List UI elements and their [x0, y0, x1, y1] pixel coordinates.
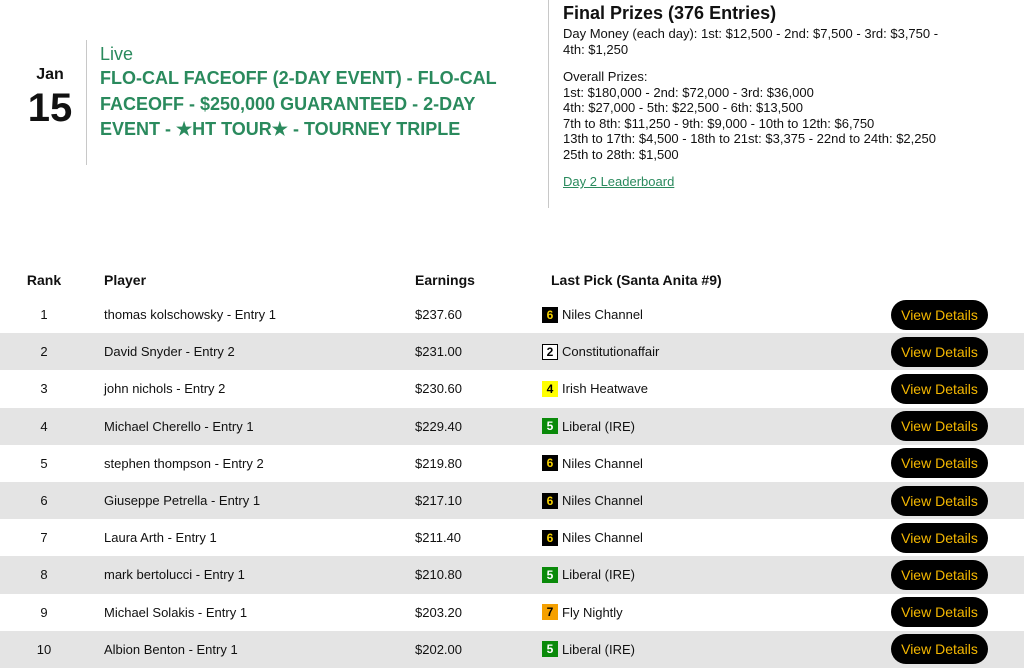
view-details-button[interactable]: View Details — [891, 448, 988, 478]
row-last-pick — [538, 381, 888, 397]
event-info — [86, 40, 538, 165]
row-last-pick — [538, 418, 888, 434]
overall-prizes-line: Overall Prizes: — [563, 69, 648, 84]
row-action — [888, 597, 1024, 627]
event-title[interactable]: FLO-CAL FACEOFF (2-DAY EVENT) - FLO-CAL FACEOFF - $250,000 GUARANTEED - 2-DAY EVENT - ★HT TOUR★ - TOURNEY TRIPLE — [100, 68, 497, 139]
row-player: Michael Cherello - Entry 1 — [104, 418, 254, 434]
view-details-button[interactable]: View Details — [891, 560, 988, 590]
pick-horse-name: Niles Channel — [562, 530, 643, 546]
table-row — [0, 482, 1024, 519]
row-action — [888, 634, 1024, 664]
row-player: mark bertolucci - Entry 1 — [104, 567, 245, 583]
event-date — [20, 66, 80, 128]
row-earnings: $211.40 — [415, 530, 462, 546]
view-details-button[interactable]: View Details — [891, 523, 988, 553]
row-action — [888, 374, 1024, 404]
saddle-cloth-badge: 5 — [542, 641, 558, 657]
row-player: john nichols - Entry 2 — [104, 381, 226, 397]
row-player: Michael Solakis - Entry 1 — [104, 604, 248, 620]
pick-horse-name: Niles Channel — [562, 307, 643, 323]
row-action — [888, 448, 1024, 478]
row-earnings: $203.20 — [415, 604, 462, 620]
saddle-cloth-badge: 4 — [542, 381, 558, 397]
row-rank: 5 — [40, 455, 48, 471]
row-rank: 1 — [40, 307, 48, 323]
table-row — [0, 594, 1024, 631]
overall-prizes-line: 1st: $180,000 - 2nd: $72,000 - 3rd: $36,000 — [563, 84, 814, 100]
table-row — [0, 556, 1024, 593]
header-earnings: Earnings — [415, 272, 475, 288]
pick-horse-name: Irish Heatwave — [562, 381, 648, 397]
saddle-cloth-badge: 5 — [542, 418, 558, 434]
header-last-pick: Last Pick (Santa Anita #9) — [551, 272, 722, 288]
pick-horse-name: Liberal (IRE) — [562, 641, 635, 657]
row-player: stephen thompson - Entry 2 — [104, 455, 264, 471]
table-row — [0, 445, 1024, 482]
row-earnings: $217.10 — [415, 493, 462, 509]
row-rank: 9 — [40, 604, 48, 620]
row-action — [888, 337, 1024, 367]
table-row — [0, 631, 1024, 668]
view-details-button[interactable]: View Details — [891, 597, 988, 627]
view-details-button[interactable]: View Details — [891, 374, 988, 404]
row-earnings: $210.80 — [415, 567, 462, 583]
row-last-pick — [538, 604, 888, 620]
event-day: 15 — [27, 86, 73, 130]
view-details-button[interactable]: View Details — [891, 634, 988, 664]
day-money-line: Day Money (each day): 1st: $12,500 - 2nd: $7,500 - 3rd: $3,750 - — [563, 26, 939, 41]
pick-horse-name: Fly Nightly — [562, 604, 623, 620]
pick-horse-name: Liberal (IRE) — [562, 418, 635, 434]
row-action — [888, 300, 1024, 330]
row-player: thomas kolschowsky - Entry 1 — [104, 307, 276, 323]
table-row — [0, 296, 1024, 333]
table-body — [0, 296, 1024, 668]
day-2-leaderboard-link[interactable]: Day 2 Leaderboard — [563, 174, 675, 189]
row-last-pick — [538, 493, 888, 509]
saddle-cloth-badge: 6 — [542, 455, 558, 471]
row-rank: 2 — [40, 344, 48, 360]
row-player: David Snyder - Entry 2 — [104, 344, 235, 360]
row-player: Albion Benton - Entry 1 — [104, 641, 238, 657]
row-last-pick — [538, 344, 888, 360]
row-rank: 8 — [40, 567, 48, 583]
row-last-pick — [538, 567, 888, 583]
row-rank: 7 — [40, 530, 48, 546]
saddle-cloth-badge: 6 — [542, 307, 558, 323]
table-header — [0, 264, 1024, 296]
saddle-cloth-badge: 6 — [542, 493, 558, 509]
row-earnings: $202.00 — [415, 641, 462, 657]
saddle-cloth-badge: 6 — [542, 530, 558, 546]
row-rank: 10 — [36, 641, 52, 657]
row-action — [888, 411, 1024, 441]
overall-prizes-line: 13th to 17th: $4,500 - 18th to 21st: $3,375 - 22nd to 24th: $2,250 — [563, 131, 936, 146]
row-rank: 6 — [40, 493, 48, 509]
saddle-cloth-badge: 2 — [542, 344, 558, 360]
header-rank: Rank — [26, 272, 62, 288]
row-action — [888, 523, 1024, 553]
row-rank: 4 — [40, 418, 48, 434]
leaderboard-table — [0, 264, 1024, 668]
row-player: Giuseppe Petrella - Entry 1 — [104, 493, 261, 509]
row-last-pick — [538, 530, 888, 546]
row-earnings: $229.40 — [415, 418, 462, 434]
table-row — [0, 370, 1024, 407]
row-last-pick — [538, 307, 888, 323]
pick-horse-name: Constitutionaffair — [562, 344, 660, 360]
row-earnings: $231.00 — [415, 344, 462, 360]
event-month: Jan — [36, 66, 64, 83]
row-action — [888, 560, 1024, 590]
row-earnings: $237.60 — [415, 307, 462, 323]
row-player: Laura Arth - Entry 1 — [104, 530, 217, 546]
event-status: Live — [100, 44, 134, 64]
table-row — [0, 333, 1024, 370]
row-last-pick — [538, 641, 888, 657]
view-details-button[interactable]: View Details — [891, 411, 988, 441]
row-rank: 3 — [40, 381, 48, 397]
saddle-cloth-badge: 7 — [542, 604, 558, 620]
table-row — [0, 408, 1024, 445]
prizes-title: Final Prizes (376 Entries) — [563, 3, 777, 23]
overall-prizes-line: 7th to 8th: $11,250 - 9th: $9,000 - 10th to 12th: $6,750 — [563, 115, 875, 131]
view-details-button[interactable]: View Details — [891, 486, 988, 516]
saddle-cloth-badge: 5 — [542, 567, 558, 583]
pick-horse-name: Niles Channel — [562, 455, 643, 471]
pick-horse-name: Liberal (IRE) — [562, 567, 635, 583]
prizes-panel — [548, 0, 1018, 208]
header-player: Player — [104, 272, 147, 288]
day-money-line: 4th: $1,250 — [563, 41, 629, 57]
row-earnings: $230.60 — [415, 381, 462, 397]
row-action — [888, 486, 1024, 516]
overall-prizes-line: 25th to 28th: $1,500 — [563, 146, 679, 162]
row-earnings: $219.80 — [415, 455, 462, 471]
overall-prizes-line: 4th: $27,000 - 5th: $22,500 - 6th: $13,500 — [563, 100, 803, 115]
view-details-button[interactable]: View Details — [891, 337, 988, 367]
row-last-pick — [538, 455, 888, 471]
table-row — [0, 519, 1024, 556]
pick-horse-name: Niles Channel — [562, 493, 643, 509]
view-details-button[interactable]: View Details — [891, 300, 988, 330]
